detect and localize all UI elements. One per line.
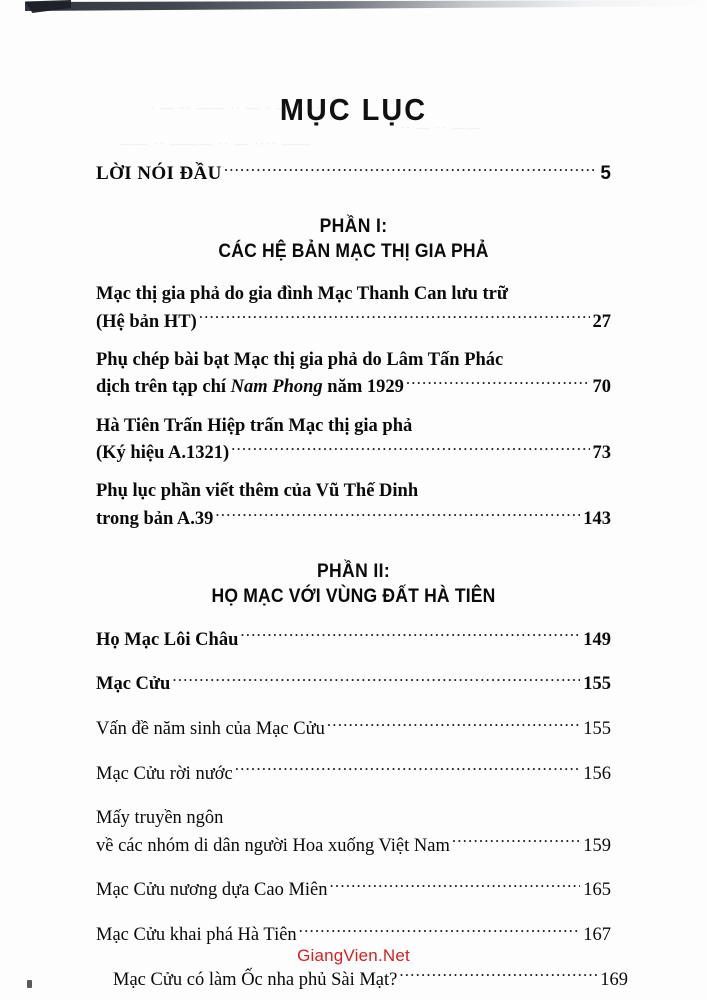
toc-entry[interactable]: [96, 716, 611, 744]
table-of-contents: [96, 160, 628, 994]
toc-entry-label: Vấn đề năm sinh của Mạc Cửu: [96, 719, 325, 740]
site-watermark: GiangVien.Net: [297, 946, 410, 965]
dot-leader: [215, 506, 580, 525]
part-name-label: CÁC HỆ BẢN MẠC THỊ GIA PHẢ: [218, 239, 489, 262]
dot-leader: [199, 308, 590, 327]
bleed-through-ghost: · — ·· —— ·· — · —— ···: [150, 100, 328, 115]
toc-entry[interactable]: [96, 626, 611, 654]
toc-page-number: 169: [600, 969, 628, 990]
toc-entry-line2-suffix: năm 1929: [322, 377, 404, 398]
part-heading-1: [122, 214, 586, 264]
part-number-label: PHẦN I:: [319, 214, 388, 237]
toc-entry-preface[interactable]: [96, 160, 611, 188]
part-name-label: HỌ MẠC VỚI VÙNG ĐẤT HÀ TIÊN: [211, 585, 496, 608]
dot-leader: [406, 374, 590, 393]
toc-entry[interactable]: [96, 413, 611, 468]
toc-entry[interactable]: [96, 281, 611, 336]
toc-entry-label: Mạc Cửu khai phá Hà Tiên: [96, 925, 297, 946]
toc-entry-label: Mạc Cửu rời nước: [96, 763, 233, 784]
toc-entry-line1: Mạc thị gia phả do gia đình Mạc Thanh Can lưu trữ: [96, 283, 508, 304]
bleed-through-ghost: ·· — ·· ——: [400, 120, 482, 135]
toc-entry[interactable]: [96, 671, 611, 699]
dot-leader: [452, 832, 580, 851]
bleed-through-ghost: —— ·· ——— ·· — ···· ——: [120, 136, 312, 151]
toc-entry-line2: trong bản A.39: [96, 509, 214, 530]
toc-entry[interactable]: [96, 877, 611, 905]
toc-page-number: 70: [592, 377, 611, 398]
dot-leader: [240, 626, 580, 645]
toc-entry-label: Mạc Cửu nương dựa Cao Miên: [96, 880, 328, 901]
toc-page-number: 155: [583, 719, 611, 740]
toc-entry[interactable]: [96, 805, 611, 860]
toc-entry-journal-title: Nam Phong: [230, 377, 323, 398]
toc-entry[interactable]: [96, 347, 611, 402]
dot-leader: [231, 440, 589, 459]
part-heading-2: [122, 559, 586, 609]
part-number-label: PHẦN II:: [316, 560, 391, 583]
dot-leader: [172, 671, 580, 690]
page-title: MỤC LỤC: [279, 92, 428, 127]
toc-entry-label: Họ Mạc Lôi Châu: [96, 629, 239, 650]
toc-entry-line1: Mấy truyền ngôn: [96, 807, 224, 828]
dot-leader: [330, 877, 581, 896]
toc-page-number: 155: [583, 674, 611, 695]
toc-page-number: 156: [583, 763, 611, 784]
toc-entry-line1: Hà Tiên Trấn Hiệp trấn Mạc thị gia phả: [96, 415, 413, 436]
toc-page-number: 73: [592, 443, 611, 464]
toc-page-number: 27: [592, 311, 611, 332]
toc-entry-line2: về các nhóm di dân người Hoa xuống Việt Nam: [96, 835, 450, 856]
toc-entry-line1: Phụ chép bài bạt Mạc thị gia phả do Lâm Tấn Phác: [96, 349, 504, 370]
toc-entry-line2: (Hệ bản HT): [96, 311, 197, 332]
dot-leader: [399, 966, 597, 985]
toc-entry-line1: Phụ lục phần viết thêm của Vũ Thế Dinh: [96, 481, 419, 502]
toc-entry-label: LỜI NÓI ĐẦU: [96, 163, 222, 184]
toc-entry-sub[interactable]: [96, 966, 628, 994]
dot-leader: [224, 161, 598, 180]
dot-leader: [235, 760, 581, 779]
dot-leader: [327, 716, 580, 735]
toc-entry-line2: (Ký hiệu A.1321): [96, 443, 230, 464]
toc-page-number: 5: [600, 163, 611, 184]
toc-entry-label: Mạc Cửu có làm Ốc nha phủ Sài Mạt?: [113, 969, 398, 990]
toc-entry[interactable]: [96, 760, 611, 788]
page-edge-shadow-artifact: [0, 0, 707, 14]
toc-page-number: 165: [583, 880, 611, 901]
toc-page-number: 167: [583, 925, 611, 946]
toc-page-number: 149: [583, 629, 611, 650]
toc-entry-line2-prefix: dịch trên tạp chí: [96, 377, 231, 398]
toc-entry[interactable]: [96, 478, 611, 533]
scan-speck-artifact: [27, 980, 32, 988]
toc-entry-label: Mạc Cửu: [96, 674, 171, 695]
toc-page-number: 159: [583, 835, 611, 856]
dot-leader: [299, 922, 581, 941]
toc-page-number: 143: [583, 509, 611, 530]
